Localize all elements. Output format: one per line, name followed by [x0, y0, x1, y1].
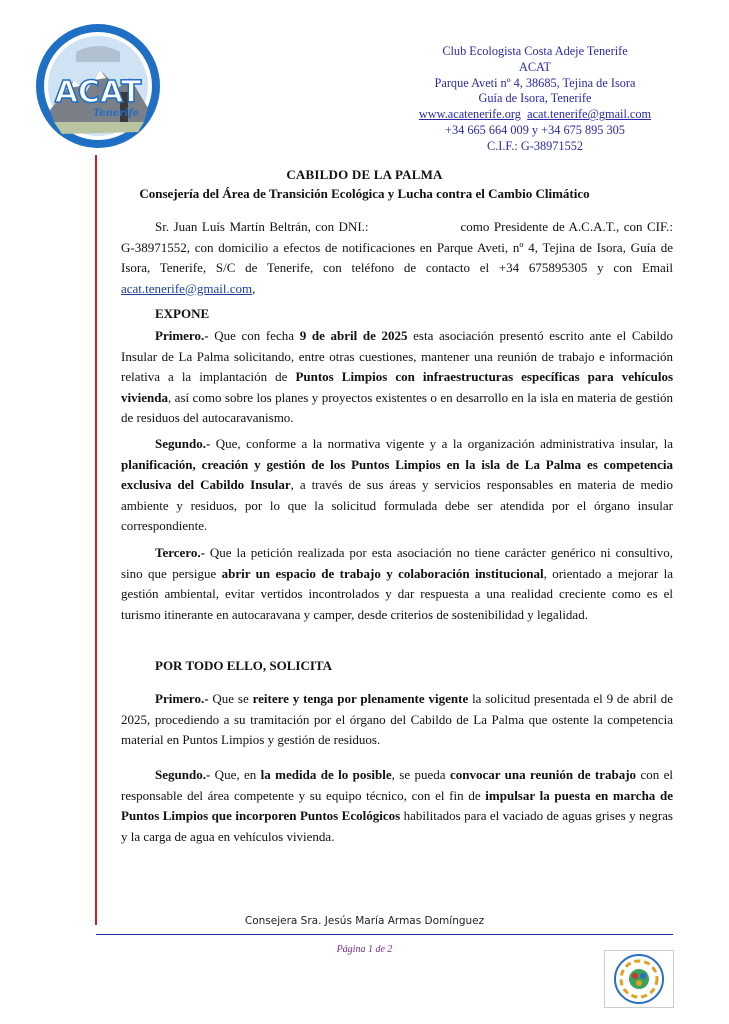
website-link[interactable]: www.acatenerife.org: [418, 107, 521, 122]
expone-heading: EXPONE: [155, 306, 210, 321]
intro-paragraph: Sr. Juan Luís Martín Beltrán, con DNI.: como Presidente de A.C.A.T., con CIF.: G-38971552, con domicilio a efectos de notificaciones en Parque Aveti, nº 4, Tejina de Isora, Guía de Isora, Tenerife, S/C de Tenerife, con teléfono de contacto el +34 675895305 y con Email acat.tenerife@gmail.com,: [121, 219, 673, 296]
org-cif: C.I.F.: G-38971552: [486, 138, 584, 153]
email-link[interactable]: acat.tenerife@gmail.com: [527, 107, 652, 122]
solicita-paragraph-2: Segundo.- Que, en la medida de lo posible, se pueda convocar una reunión de trabajo con el responsable del área competente y su equipo técnico, con el fin de impulsar la puesta en marcha de Puntos Limpios que incorporen Puntos Ecológicos habilitados para el vaciado de aguas grises y negras y la carga de agua en vehículos vivienda.: [121, 767, 673, 844]
expone-paragraph-2: Segundo.- Que, conforme a la normativa vigente y a la organización administrativa insular, la planificación, creación y gestión de los Puntos Limpios en la isla de La Palma es competencia exclusiva del Cabildo Insular, a través de sus áreas y servicios responsables en materia de medio ambiente y residuos, por lo que la solicitud formulada debe ser atendida por el órgano insular correspondiente.: [121, 436, 674, 534]
logo-sub-text: Tenerife: [92, 108, 140, 119]
acat-logo: [34, 22, 162, 150]
letterhead: [390, 44, 680, 155]
intro-part-1: Sr. Juan Luís Martín Beltrán, con DNI.:: [155, 219, 369, 234]
expone-2-label: Segundo.-: [155, 436, 211, 451]
solicita-heading: POR TODO ELLO, SOLICITA: [155, 658, 332, 673]
contact-links: [390, 107, 680, 123]
solicita-1-label: Primero.-: [155, 691, 209, 706]
footer-addressee: Consejera Sra. Jesús María Armas Domínguez: [244, 915, 485, 927]
footer-divider: [96, 934, 673, 935]
expone-paragraph-1: Primero.- Que con fecha 9 de abril de 2025 esta asociación presentó escrito ante el Cabildo Insular de La Palma solicitando, entre otras cuestiones, mantener una reunión de trabajo e información relativa a la implantación de Puntos Limpios con infraestructuras específicas para vehículos vivienda, así como sobre los planes y proyectos existentes o en desarrollo en la isla en materia de gestión de residuos del autocaravanismo.: [121, 328, 673, 426]
margin-line: [95, 155, 97, 925]
recipient-subtitle: Consejería del Área de Transición Ecológica y Lucha contra el Cambio Climático: [139, 186, 590, 201]
org-address-2: Guía de Isora, Tenerife: [478, 91, 592, 106]
expone-paragraph-3: Tercero.- Que la petición realizada por esta asociación no tiene carácter genérico ni consultivo, sino que persigue abrir un espacio de trabajo y colaboración institucional, orientado a mejorar la gestión ambiental, evitar vertidos incontrolados y dar respuesta a una realidad creciente como es el turismo itinerante en autocaravana y camper, desde criterios de sostenibilidad y legalidad.: [121, 545, 673, 622]
logo-main-text: ACAT: [54, 75, 142, 110]
recipient-title: CABILDO DE LA PALMA: [286, 167, 443, 182]
solicita-paragraph-1: Primero.- Que se reitere y tenga por plenamente vigente la solicitud presentada el 9 de abril de 2025, procediendo a su tramitación por el órgano del Cabildo de La Palma que ostente la competencia material en Puntos Limpios y gestión de residuos.: [121, 691, 673, 748]
solicita-2-label: Segundo.-: [155, 767, 211, 782]
page-number: Página 1 de 2: [336, 944, 393, 955]
expone-3-label: Tercero.-: [155, 545, 205, 560]
federation-badge: [604, 950, 674, 1008]
org-phones: +34 665 664 009 y +34 675 895 305: [445, 122, 625, 137]
intro-email-link[interactable]: acat.tenerife@gmail.com: [121, 280, 253, 296]
org-acronym: ACAT: [518, 59, 552, 74]
intro-part-2: como Presidente de A.C.A.T., con CIF.: G-38971552, con domicilio a efectos de notificaciones en Parque Aveti, nº 4, Tejina de Isora, Guía de Isora, Tenerife, S/C de Tenerife, con teléfono de contacto el +34 675895305 y con Email: [121, 219, 673, 276]
expone-1-label: Primero.-: [155, 328, 209, 343]
org-address-1: Parque Aveti nº 4, 38685, Tejina de Isora: [434, 75, 636, 90]
org-name: Club Ecologista Costa Adeje Tenerife: [442, 44, 628, 58]
